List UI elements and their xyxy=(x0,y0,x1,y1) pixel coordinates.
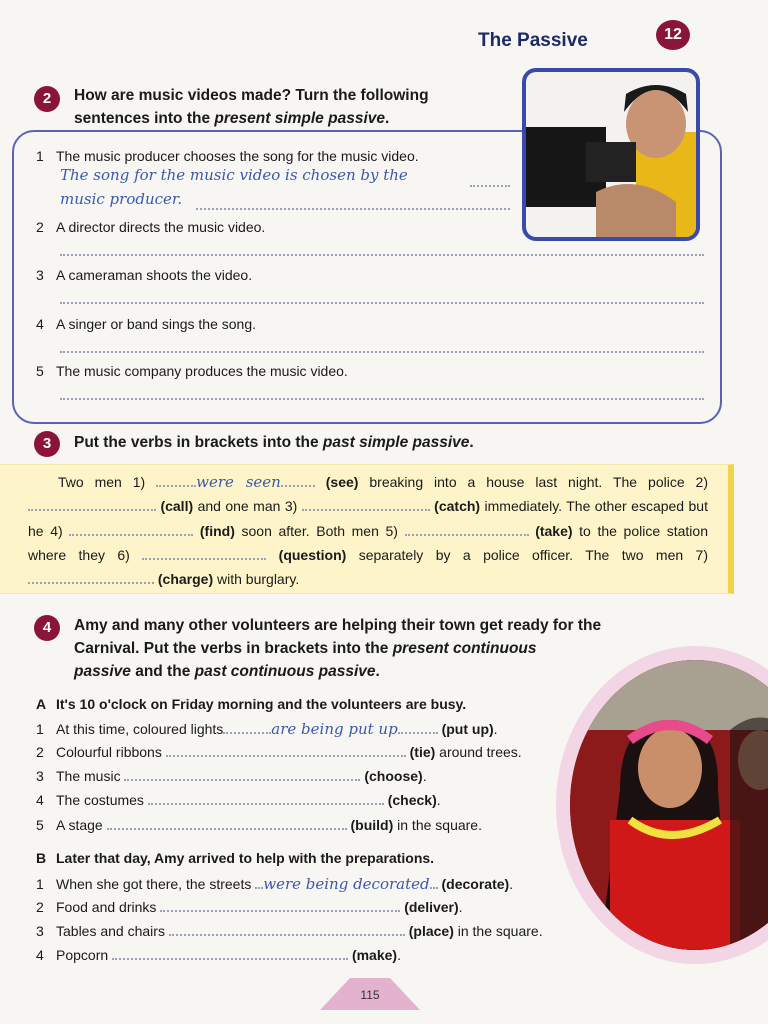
ex2-item-4 xyxy=(36,316,256,332)
instr-end: . xyxy=(375,663,380,680)
instr-emphasis: present simple passive xyxy=(214,110,385,127)
ex4-a-answer-1: are being put up xyxy=(271,720,398,738)
blank-6[interactable] xyxy=(142,548,266,560)
ex2-item-5 xyxy=(36,363,348,379)
ex4-b-answer-1: were being decorated xyxy=(263,875,430,893)
instr-text: Put the verbs in brackets into the xyxy=(74,434,323,451)
ex4-a-item-1: 1 At this time, coloured lights are being put up (put up). xyxy=(36,720,498,738)
blank-5[interactable] xyxy=(405,524,529,536)
blank[interactable] xyxy=(169,924,405,936)
item-text: A singer or band sings the song. xyxy=(56,316,257,332)
instr-end: . xyxy=(385,110,390,127)
item-text: The music company produces the music video. xyxy=(56,363,348,379)
exercise-2-badge: 2 xyxy=(34,86,60,112)
ex4-a-item-3: 3 The music (choose). xyxy=(36,768,427,784)
instr-line-1: Amy and many other volunteers are helping their town get ready for the xyxy=(74,617,602,634)
item-number: 4 xyxy=(36,316,44,332)
instr-line-2: Carnival. Put the verbs in brackets into the xyxy=(74,640,393,657)
item-number: 2 xyxy=(36,219,44,235)
item-text: A cameraman shoots the video. xyxy=(56,267,253,283)
instr-line-1: How are music videos made? Turn the following xyxy=(74,87,429,104)
instr-line-2: sentences into the xyxy=(74,110,215,127)
blank-4[interactable] xyxy=(69,524,193,536)
item-text: The music producer chooses the song for the music video. xyxy=(56,148,419,164)
instr-emphasis: past simple passive xyxy=(322,434,470,451)
blank[interactable] xyxy=(112,948,348,960)
exercise-4-badge: 4 xyxy=(34,615,60,641)
ex2-answer-line-1: The song for the music video is chosen by the xyxy=(60,166,408,184)
page-title: The Passive xyxy=(478,30,588,51)
ex2-item-2 xyxy=(36,219,265,235)
ex4-b-item-2: 2 Food and drinks (deliver). xyxy=(36,899,463,915)
section-a-heading: A It's 10 o'clock on Friday morning and the volunteers are busy. xyxy=(36,696,467,712)
blank[interactable] xyxy=(160,900,400,912)
ex4-b-item-4: 4 Popcorn (make). xyxy=(36,947,401,963)
answer-line xyxy=(196,208,510,210)
instr-mid: and the xyxy=(130,663,195,680)
item-number: 3 xyxy=(36,267,44,283)
item-number: 1 xyxy=(36,148,44,164)
exercise-3-paragraph: Two men 1) were seen (see) breaking into a house last night. The police 2) (call) and one man 3) (catch) immediately. The other escaped but he 4) (find) soon after. Both men 5) (take) to the police station where they 6) (question) separately by a police officer. The two men 7) (charge) with burglary. xyxy=(28,473,708,588)
item-number: 5 xyxy=(36,363,44,379)
ex2-item-3 xyxy=(36,267,252,283)
answer-line[interactable] xyxy=(60,254,704,256)
ex3-answer-1: were seen xyxy=(196,473,281,491)
blank[interactable] xyxy=(148,793,384,805)
ex4-b-item-1: 1 When she got there, the streets were being decorated (decorate). xyxy=(36,875,514,893)
carnival-photo xyxy=(556,646,768,964)
ex4-b-item-3: 3 Tables and chairs (place) in the square. xyxy=(36,923,543,939)
ex2-answer-line-2: music producer. xyxy=(60,190,183,208)
answer-line[interactable] xyxy=(60,302,704,304)
blank[interactable] xyxy=(166,745,406,757)
blank-7[interactable] xyxy=(28,572,154,584)
page-number: 115 xyxy=(360,988,380,1002)
ex4-a-item-4: 4 The costumes (check). xyxy=(36,792,441,808)
answer-line xyxy=(470,185,510,187)
instr-end: . xyxy=(469,434,474,451)
instr-emphasis: passive xyxy=(74,663,131,680)
answer-line[interactable] xyxy=(60,398,704,400)
cameraman-photo xyxy=(522,68,700,241)
exercise-3-instructions xyxy=(74,431,474,454)
item-text: A director directs the music video. xyxy=(56,219,266,235)
ex2-item-1 xyxy=(36,148,419,164)
ex4-a-item-5: 5 A stage (build) in the square. xyxy=(36,817,482,833)
exercise-3-badge: 3 xyxy=(34,431,60,457)
unit-number-badge: 12 xyxy=(656,20,690,50)
blank-3[interactable] xyxy=(302,499,430,511)
instr-emphasis: past continuous passive xyxy=(194,663,376,680)
ex4-a-item-2: 2 Colourful ribbons (tie) around trees. xyxy=(36,744,522,760)
blank[interactable] xyxy=(107,818,347,830)
exercise-2-instructions xyxy=(74,84,514,130)
blank[interactable] xyxy=(124,769,360,781)
section-b-heading: B Later that day, Amy arrived to help with the preparations. xyxy=(36,850,435,866)
answer-line[interactable] xyxy=(60,351,704,353)
instr-emphasis: present continuous xyxy=(392,640,537,657)
blank-2[interactable] xyxy=(28,499,156,511)
